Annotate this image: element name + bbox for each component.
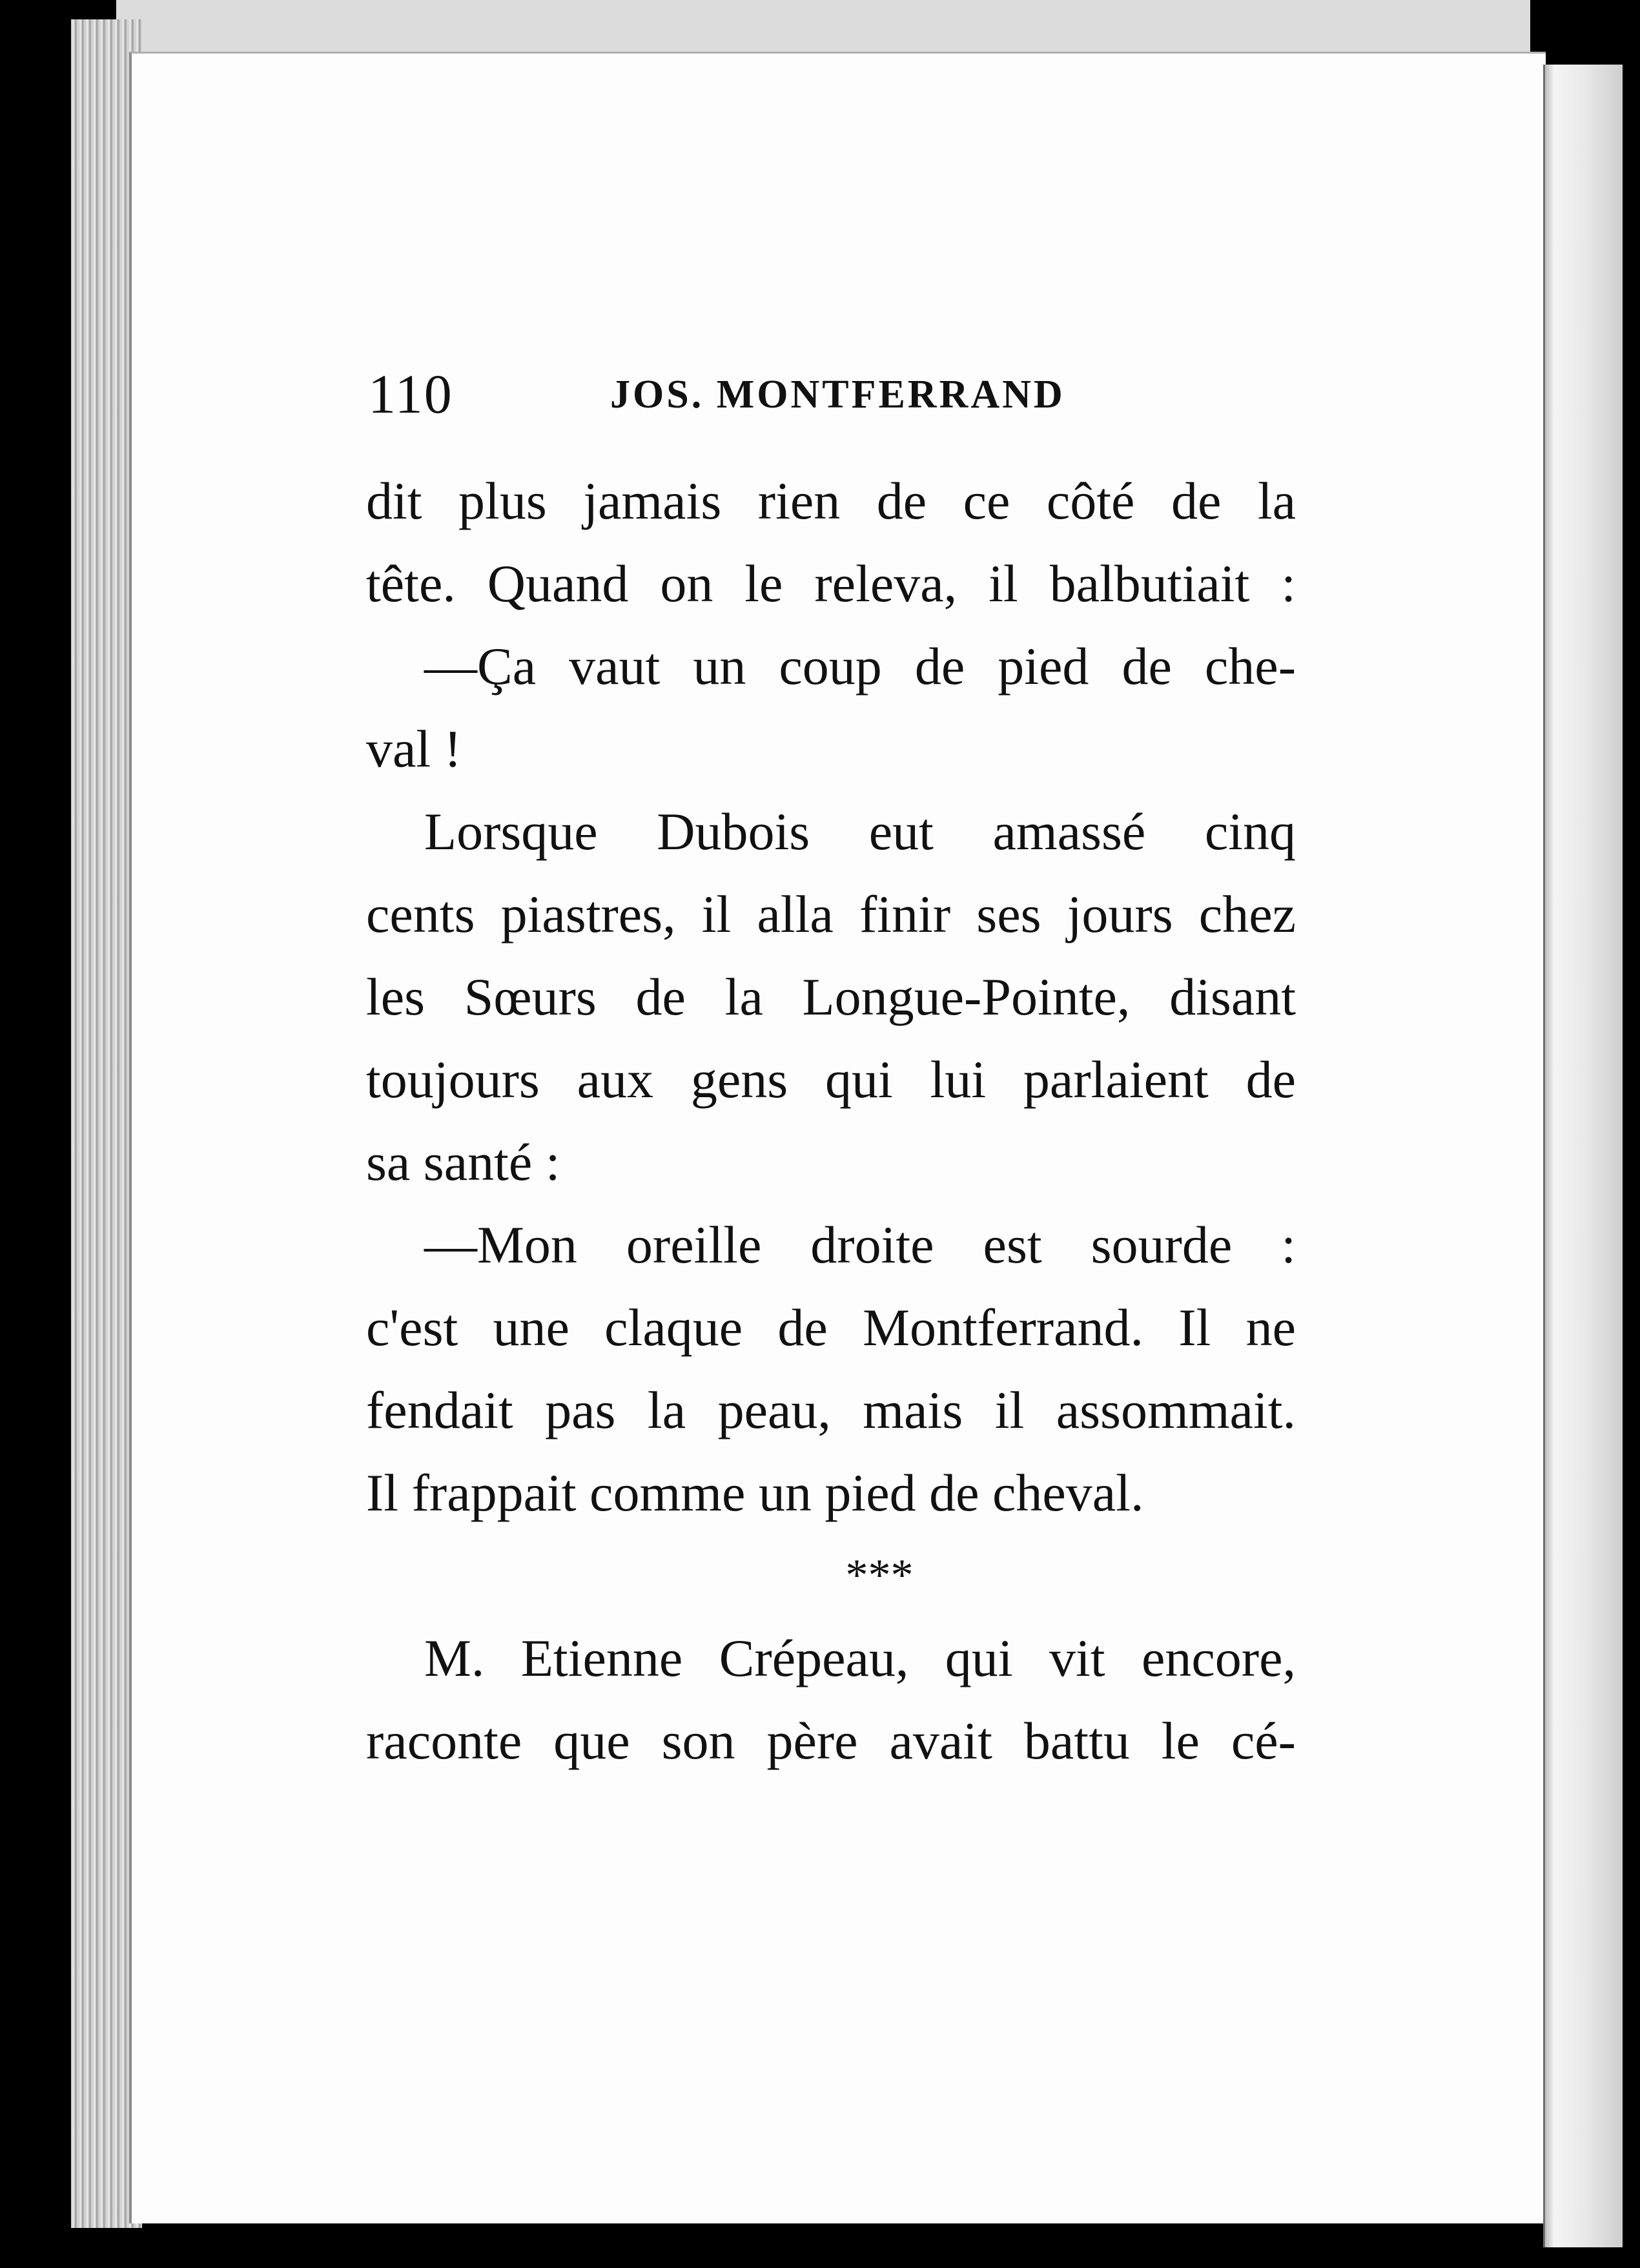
text-line: val ! (366, 719, 462, 778)
page-header (368, 362, 1317, 433)
page-fold-edge (1543, 65, 1623, 2247)
text-line: toujours aux gens qui lui parlaient de (366, 1050, 1296, 1109)
text-line: —Ça vaut un coup de pied de che- (424, 637, 1296, 696)
section-separator: *** (845, 1551, 914, 1600)
page-number: 110 (368, 363, 453, 425)
running-head: JOS. MONTFERRAND (610, 373, 1065, 417)
text-line: M. Etienne Crépeau, qui vit encore, (424, 1629, 1296, 1687)
text-line: raconte que son père avait battu le cé- (366, 1711, 1296, 1770)
text-line: tête. Quand on le releva, il balbutiait : (366, 554, 1296, 613)
text-line: Lorsque Dubois eut amassé cinq (424, 802, 1296, 861)
text-line: fendait pas la peau, mais il assommait. (366, 1381, 1296, 1439)
text-line: les Sœurs de la Longue-Pointe, disant (366, 967, 1296, 1026)
body-text (366, 460, 1296, 1782)
text-line: Il frappait comme un pied de cheval. (366, 1463, 1144, 1522)
text-line: cents piastres, il alla finir ses jours chez (366, 885, 1296, 943)
text-line: dit plus jamais rien de ce côté de la (366, 471, 1296, 530)
text-line: c'est une claque de Montferrand. Il ne (366, 1298, 1296, 1357)
text-line: —Mon oreille droite est sourde : (424, 1215, 1296, 1274)
text-line: sa santé : (366, 1133, 560, 1191)
